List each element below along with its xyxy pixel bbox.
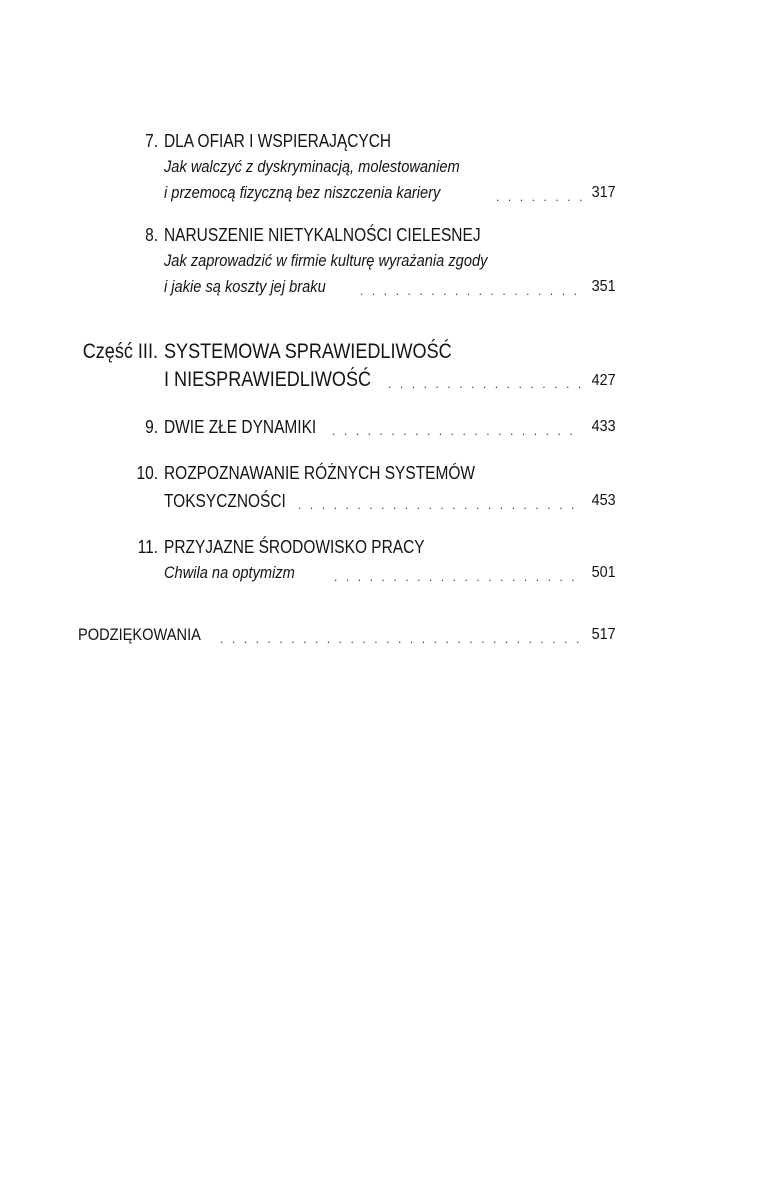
page-number: 351 xyxy=(591,278,616,295)
chapter-title: DLA OFIAR I WSPIERAJĄCYCH xyxy=(164,131,392,151)
dot-leader xyxy=(334,560,582,586)
chapter-title: ROZPOZNAWANIE RÓŻNYCH SYSTEMÓW xyxy=(164,463,476,483)
chapter-subtitle: Jak zaprowadzić w firmie kulturę wyrażania zgody xyxy=(164,251,488,270)
chapter-subtitle: i przemocą fizyczną bez niszczenia kariery xyxy=(164,183,441,202)
dot-leader xyxy=(332,414,582,440)
toc-entry-acknowledgements xyxy=(0,622,776,648)
dot-leader xyxy=(298,488,582,514)
dot-leader xyxy=(220,622,582,648)
page-number: 517 xyxy=(591,626,616,643)
dot-leader xyxy=(360,274,582,300)
page-number: 501 xyxy=(591,564,616,581)
toc-entry-ch11 xyxy=(0,534,776,586)
dot-leader xyxy=(388,366,582,394)
toc-entry-part3 xyxy=(0,338,776,394)
page-number: 453 xyxy=(591,492,616,509)
chapter-number: 9. xyxy=(145,417,158,437)
chapter-number: 8. xyxy=(145,225,158,245)
chapter-number: 10. xyxy=(136,463,158,483)
chapter-number: 11. xyxy=(137,537,158,557)
page-number: 317 xyxy=(591,184,616,201)
toc-entry-ch8 xyxy=(0,222,776,300)
chapter-title: DWIE ZŁE DYNAMIKI xyxy=(164,417,317,437)
chapter-title: TOKSYCZNOŚCI xyxy=(164,491,286,511)
page-number: 433 xyxy=(591,418,616,435)
toc-entry-ch7 xyxy=(0,128,776,206)
chapter-title: PRZYJAZNE ŚRODOWISKO PRACY xyxy=(164,537,425,557)
part-title: I NIESPRAWIEDLIWOŚĆ xyxy=(164,368,372,391)
section-title: PODZIĘKOWANIA xyxy=(78,625,201,644)
chapter-title: NARUSZENIE NIETYKALNOŚCI CIELESNEJ xyxy=(164,225,481,245)
page-number: 427 xyxy=(591,372,616,389)
chapter-subtitle: i jakie są koszty jej braku xyxy=(164,277,326,296)
toc-entry-ch9 xyxy=(0,414,776,440)
chapter-subtitle: Jak walczyć z dyskryminacją, molestowaniem xyxy=(164,157,460,176)
part-title: SYSTEMOWA SPRAWIEDLIWOŚĆ xyxy=(164,340,452,363)
chapter-number: 7. xyxy=(145,131,158,151)
toc-entry-ch10 xyxy=(0,460,776,514)
chapter-subtitle: Chwila na optymizm xyxy=(164,563,295,582)
part-label: Część III. xyxy=(82,340,158,363)
dot-leader xyxy=(496,180,582,206)
